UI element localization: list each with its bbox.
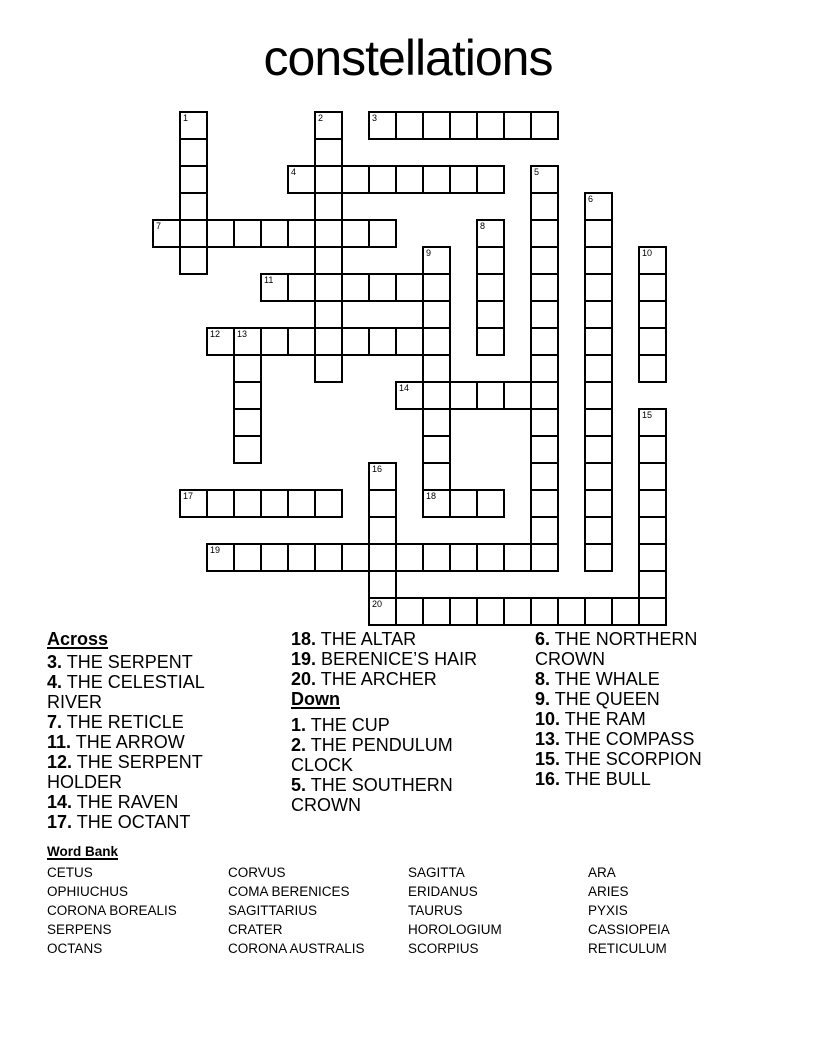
grid-cell[interactable]	[287, 489, 316, 518]
word-bank-item: ARIES	[588, 884, 629, 899]
clue-text: THE SERPENT	[66, 652, 193, 672]
clue-text: THE SERPENT HOLDER	[47, 752, 203, 792]
clue-number: 15.	[535, 749, 561, 769]
cell-number: 1	[183, 113, 189, 123]
grid-cell[interactable]	[503, 381, 532, 410]
clue-item-1	[291, 715, 511, 735]
clue-text: THE PENDULUM CLOCK	[291, 735, 453, 775]
cell-number: 8	[480, 221, 486, 231]
grid-cell[interactable]	[314, 327, 343, 356]
cell-number: 13	[237, 329, 248, 339]
grid-cell[interactable]	[287, 219, 316, 248]
grid-cell[interactable]	[368, 327, 397, 356]
cell-number: 9	[426, 248, 432, 258]
grid-cell[interactable]	[503, 111, 532, 140]
page-title: constellations	[263, 30, 553, 86]
grid-cell[interactable]	[476, 597, 505, 626]
clue-text: THE COMPASS	[564, 729, 695, 749]
grid-cell[interactable]	[638, 597, 667, 626]
grid-cell[interactable]	[233, 219, 262, 248]
clue-item-7	[47, 712, 262, 732]
clue-number: 11.	[47, 732, 72, 752]
grid-cell[interactable]	[584, 408, 613, 437]
grid-cell[interactable]	[395, 111, 424, 140]
grid-cell[interactable]	[422, 111, 451, 140]
grid-cell[interactable]	[341, 219, 370, 248]
word-bank-item: CORONA BOREALIS	[47, 903, 177, 918]
clue-number: 4.	[47, 672, 63, 692]
clue-text: THE CELESTIAL RIVER	[47, 672, 205, 712]
grid-cell[interactable]	[395, 165, 424, 194]
word-bank-item: SERPENS	[47, 922, 112, 937]
grid-cell[interactable]	[476, 381, 505, 410]
grid-cell[interactable]	[530, 597, 559, 626]
word-bank-item: TAURUS	[408, 903, 463, 918]
clue-item-4	[47, 672, 262, 712]
grid-cell[interactable]	[422, 381, 451, 410]
word-bank-item: CASSIOPEIA	[588, 922, 670, 937]
clue-text: THE QUEEN	[554, 689, 660, 709]
grid-cell[interactable]	[368, 597, 397, 626]
grid-cell[interactable]	[314, 165, 343, 194]
grid-cell[interactable]	[584, 354, 613, 383]
clue-number: 19.	[291, 649, 317, 669]
grid-cell[interactable]	[530, 462, 559, 491]
clue-item-13	[535, 729, 750, 749]
word-bank-item: HOROLOGIUM	[408, 922, 502, 937]
word-bank-column-4	[588, 863, 670, 958]
grid-cell[interactable]	[314, 111, 343, 140]
clue-text: THE SOUTHERN CROWN	[291, 775, 453, 815]
cell-number: 11	[264, 275, 274, 285]
grid-cell[interactable]	[530, 219, 559, 248]
grid-cell[interactable]	[503, 543, 532, 572]
grid-cell[interactable]	[530, 273, 559, 302]
grid-cell[interactable]	[152, 219, 181, 248]
grid-cell[interactable]	[530, 246, 559, 275]
grid-cell[interactable]	[233, 381, 262, 410]
clue-number: 3.	[47, 652, 63, 672]
grid-cell[interactable]	[638, 462, 667, 491]
grid-cell[interactable]	[314, 489, 343, 518]
word-bank-item: CETUS	[47, 865, 93, 880]
grid-cell[interactable]	[395, 381, 424, 410]
grid-cell[interactable]	[584, 543, 613, 572]
grid-cell[interactable]	[584, 327, 613, 356]
clue-item-6	[535, 629, 750, 669]
clue-item-19	[291, 649, 511, 669]
grid-cell[interactable]	[476, 543, 505, 572]
clue-item-14	[47, 792, 262, 812]
grid-cell[interactable]	[314, 192, 343, 221]
word-bank-item: SCORPIUS	[408, 941, 479, 956]
clue-item-11	[47, 732, 262, 752]
grid-cell[interactable]	[287, 273, 316, 302]
clue-number: 7.	[47, 712, 63, 732]
grid-cell[interactable]	[287, 327, 316, 356]
grid-cell[interactable]	[638, 273, 667, 302]
grid-cell[interactable]	[179, 111, 208, 140]
grid-cell[interactable]	[638, 408, 667, 437]
grid-cell[interactable]	[368, 516, 397, 545]
clue-item-12	[47, 752, 262, 792]
grid-cell[interactable]	[449, 111, 478, 140]
grid-cell[interactable]	[233, 354, 262, 383]
word-bank-column-2	[228, 863, 365, 958]
clue-number: 12.	[47, 752, 73, 772]
clue-item-10	[535, 709, 750, 729]
grid-cell[interactable]	[638, 435, 667, 464]
grid-cell[interactable]	[638, 489, 667, 518]
word-bank-item: CORVUS	[228, 865, 286, 880]
grid-cell[interactable]	[233, 327, 262, 356]
grid-cell[interactable]	[422, 246, 451, 275]
word-bank-item: OPHIUCHUS	[47, 884, 129, 899]
grid-cell[interactable]	[530, 543, 559, 572]
grid-cell[interactable]	[584, 597, 613, 626]
grid-cell[interactable]	[476, 246, 505, 275]
grid-cell[interactable]	[584, 516, 613, 545]
grid-cell[interactable]	[584, 462, 613, 491]
grid-cell[interactable]	[638, 300, 667, 329]
grid-cell[interactable]	[530, 381, 559, 410]
grid-cell[interactable]	[179, 138, 208, 167]
grid-cell[interactable]	[422, 543, 451, 572]
grid-cell[interactable]	[530, 111, 559, 140]
grid-cell[interactable]	[584, 273, 613, 302]
grid-cell[interactable]	[584, 381, 613, 410]
clue-number: 2.	[291, 735, 307, 755]
clue-item-17	[47, 812, 262, 832]
clue-item-18	[291, 629, 511, 649]
down-heading: Down	[291, 689, 340, 709]
grid-cell[interactable]	[260, 273, 289, 302]
grid-cell[interactable]	[314, 219, 343, 248]
grid-cell[interactable]	[287, 543, 316, 572]
cell-number: 16	[372, 464, 383, 474]
grid-cell[interactable]	[584, 489, 613, 518]
cell-number: 17	[183, 491, 194, 501]
grid-cell[interactable]	[179, 489, 208, 518]
grid-cell[interactable]	[206, 219, 235, 248]
grid-cell[interactable]	[422, 165, 451, 194]
grid-cell[interactable]	[584, 435, 613, 464]
grid-cell[interactable]	[638, 516, 667, 545]
grid-cell[interactable]	[287, 165, 316, 194]
grid-cell[interactable]	[260, 327, 289, 356]
grid-cell[interactable]	[368, 111, 397, 140]
clue-number: 6.	[535, 629, 551, 649]
grid-cell[interactable]	[368, 165, 397, 194]
clue-column-across	[47, 629, 262, 832]
grid-cell[interactable]	[530, 354, 559, 383]
clue-text: THE SCORPION	[564, 749, 702, 769]
cell-number: 10	[642, 248, 653, 258]
clue-text: THE ARROW	[75, 732, 185, 752]
clue-number: 8.	[535, 669, 551, 689]
grid-cell[interactable]	[449, 489, 478, 518]
grid-cell[interactable]	[584, 300, 613, 329]
grid-cell[interactable]	[314, 246, 343, 275]
word-bank-item: PYXIS	[588, 903, 628, 918]
grid-cell[interactable]	[314, 273, 343, 302]
grid-cell[interactable]	[368, 462, 397, 491]
clue-number: 10.	[535, 709, 561, 729]
grid-cell[interactable]	[314, 543, 343, 572]
clue-text: THE OCTANT	[76, 812, 191, 832]
grid-cell[interactable]	[260, 219, 289, 248]
grid-cell[interactable]	[368, 543, 397, 572]
grid-cell[interactable]	[476, 165, 505, 194]
clue-item-20	[291, 669, 511, 689]
clue-text: THE BULL	[564, 769, 651, 789]
grid-cell[interactable]	[368, 273, 397, 302]
grid-cell[interactable]	[368, 219, 397, 248]
grid-cell[interactable]	[179, 219, 208, 248]
grid-cell[interactable]	[638, 246, 667, 275]
grid-cell[interactable]	[530, 165, 559, 194]
grid-cell[interactable]	[422, 435, 451, 464]
grid-cell[interactable]	[476, 327, 505, 356]
grid-cell[interactable]	[476, 300, 505, 329]
grid-cell[interactable]	[179, 192, 208, 221]
grid-cell[interactable]	[422, 597, 451, 626]
grid-cell[interactable]	[638, 354, 667, 383]
grid-cell[interactable]	[179, 246, 208, 275]
grid-cell[interactable]	[530, 435, 559, 464]
word-bank-item: ARA	[588, 865, 616, 880]
across-heading: Across	[47, 629, 109, 649]
clue-number: 20.	[291, 669, 317, 689]
grid-cell[interactable]	[611, 597, 640, 626]
grid-cell[interactable]	[314, 354, 343, 383]
grid-cell[interactable]	[530, 408, 559, 437]
cell-number: 18	[426, 491, 437, 501]
word-bank-item: COMA BERENICES	[228, 884, 350, 899]
cell-number: 7	[156, 221, 162, 231]
cell-number: 20	[372, 599, 383, 609]
grid-cell[interactable]	[584, 219, 613, 248]
cell-number: 4	[291, 167, 297, 177]
grid-cell[interactable]	[314, 300, 343, 329]
grid-cell[interactable]	[314, 138, 343, 167]
clue-number: 1.	[291, 715, 307, 735]
word-bank-item: RETICULUM	[588, 941, 667, 956]
grid-cell[interactable]	[530, 192, 559, 221]
clue-text: THE ALTAR	[320, 629, 417, 649]
grid-cell[interactable]	[233, 543, 262, 572]
grid-cell[interactable]	[503, 597, 532, 626]
clue-item-15	[535, 749, 750, 769]
grid-cell[interactable]	[179, 165, 208, 194]
grid-cell[interactable]	[584, 192, 613, 221]
clue-number: 14.	[47, 792, 73, 812]
word-bank-item: ERIDANUS	[408, 884, 478, 899]
grid-cell[interactable]	[341, 327, 370, 356]
grid-cell[interactable]	[395, 273, 424, 302]
word-bank-item: SAGITTA	[408, 865, 465, 880]
grid-cell[interactable]	[422, 327, 451, 356]
clue-number: 17.	[47, 812, 73, 832]
grid-cell[interactable]	[233, 489, 262, 518]
grid-cell[interactable]	[206, 489, 235, 518]
grid-cell[interactable]	[476, 489, 505, 518]
grid-cell[interactable]	[422, 300, 451, 329]
clue-text: BERENICE’S HAIR	[321, 649, 478, 669]
grid-cell[interactable]	[422, 489, 451, 518]
word-bank-item: OCTANS	[47, 941, 103, 956]
grid-cell[interactable]	[395, 543, 424, 572]
grid-cell[interactable]	[476, 111, 505, 140]
grid-cell[interactable]	[638, 327, 667, 356]
clue-text: THE ARCHER	[320, 669, 437, 689]
grid-cell[interactable]	[557, 597, 586, 626]
grid-cell[interactable]	[530, 327, 559, 356]
clue-text: THE CUP	[310, 715, 390, 735]
grid-cell[interactable]	[449, 543, 478, 572]
grid-cell[interactable]	[341, 273, 370, 302]
word-bank-heading: Word Bank	[47, 844, 119, 859]
grid-cell[interactable]	[422, 273, 451, 302]
clue-text: THE WHALE	[554, 669, 660, 689]
grid-cell[interactable]	[341, 543, 370, 572]
clue-number: 18.	[291, 629, 317, 649]
grid-cell[interactable]	[422, 462, 451, 491]
grid-cell[interactable]	[206, 543, 235, 572]
clue-number: 5.	[291, 775, 307, 795]
grid-cell[interactable]	[449, 381, 478, 410]
grid-cell[interactable]	[476, 273, 505, 302]
clue-item-16	[535, 769, 750, 789]
grid-cell[interactable]	[233, 408, 262, 437]
clue-column-down	[535, 629, 750, 789]
clue-text: THE RETICLE	[66, 712, 184, 732]
cell-number: 3	[372, 113, 378, 123]
cell-number: 19	[210, 545, 221, 555]
word-bank-column-1	[47, 863, 177, 958]
cell-number: 2	[318, 113, 324, 123]
grid-cell[interactable]	[233, 435, 262, 464]
cell-number: 12	[210, 329, 221, 339]
grid-cell[interactable]	[584, 246, 613, 275]
clue-text: THE RAVEN	[76, 792, 179, 812]
clue-item-2	[291, 735, 511, 775]
grid-cell[interactable]	[530, 489, 559, 518]
clue-item-9	[535, 689, 750, 709]
grid-cell[interactable]	[422, 408, 451, 437]
word-bank-item: CORONA AUSTRALIS	[228, 941, 365, 956]
grid-cell[interactable]	[395, 327, 424, 356]
grid-cell[interactable]	[206, 327, 235, 356]
grid-cell[interactable]	[638, 570, 667, 599]
grid-cell[interactable]	[368, 570, 397, 599]
cell-number: 14	[399, 383, 410, 393]
grid-cell[interactable]	[395, 597, 424, 626]
grid-cell[interactable]	[341, 165, 370, 194]
clue-number: 16.	[535, 769, 561, 789]
clue-item-8	[535, 669, 750, 689]
clue-text: THE RAM	[564, 709, 646, 729]
word-bank-item: CRATER	[228, 922, 283, 937]
grid-cell[interactable]	[422, 354, 451, 383]
clue-column-middle	[291, 629, 511, 815]
grid-cell[interactable]	[449, 165, 478, 194]
cell-number: 5	[534, 167, 540, 177]
grid-cell[interactable]	[260, 543, 289, 572]
clue-number: 9.	[535, 689, 551, 709]
clue-text: THE NORTHERN CROWN	[535, 629, 698, 669]
word-bank-column-3	[408, 863, 502, 958]
word-bank-item: SAGITTARIUS	[228, 903, 318, 918]
clue-item-3	[47, 652, 262, 672]
cell-number: 15	[642, 410, 653, 420]
grid-cell[interactable]	[260, 489, 289, 518]
grid-cell[interactable]	[530, 516, 559, 545]
grid-cell[interactable]	[476, 219, 505, 248]
grid-cell[interactable]	[449, 597, 478, 626]
clue-item-5	[291, 775, 511, 815]
grid-cell[interactable]	[368, 489, 397, 518]
cell-number: 6	[588, 194, 594, 204]
clue-number: 13.	[535, 729, 561, 749]
grid-cell[interactable]	[530, 300, 559, 329]
grid-cell[interactable]	[638, 543, 667, 572]
